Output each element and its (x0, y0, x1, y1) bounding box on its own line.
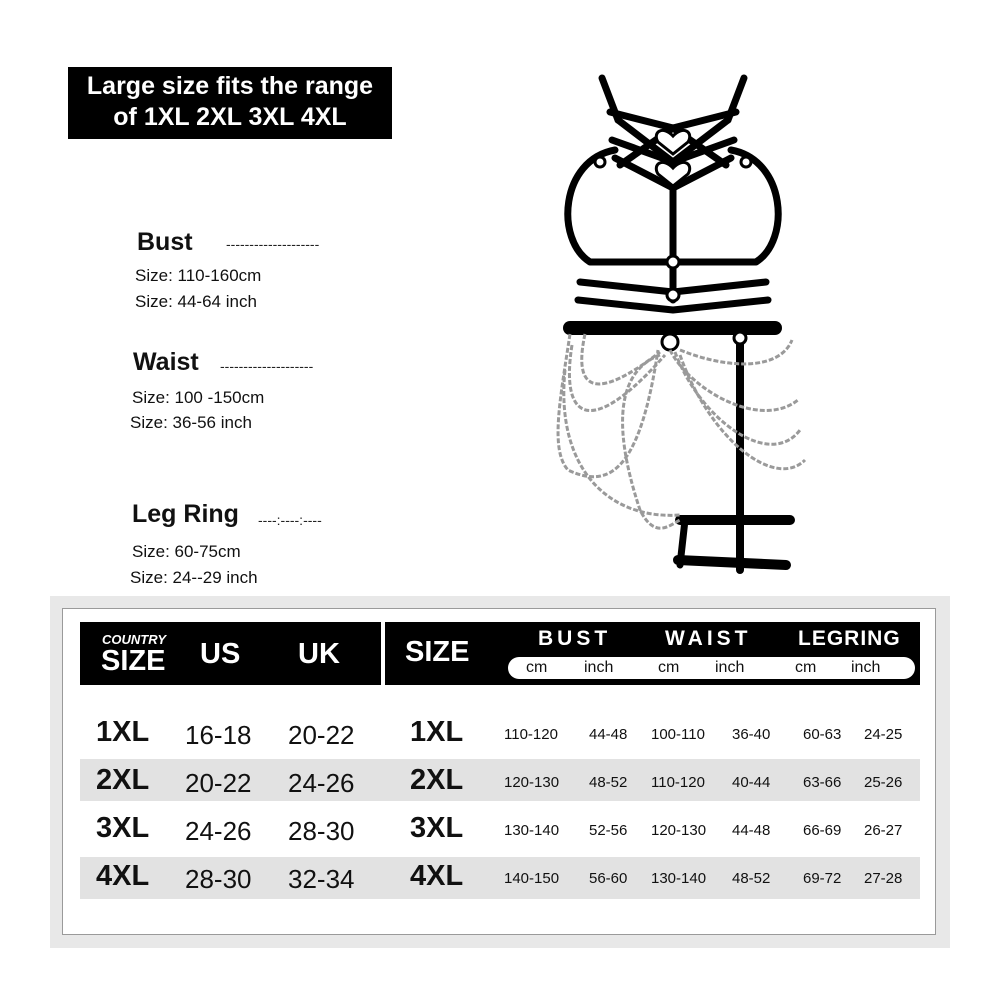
row4-waist-cm: 130-140 (651, 870, 707, 887)
row4-waist-inch: 48-52 (732, 870, 771, 887)
row3-bust-cm: 130-140 (504, 822, 560, 839)
row2-size2: 2XL (410, 764, 464, 796)
uk-header: UK (298, 638, 340, 670)
unit-waist-inch: inch (715, 659, 745, 676)
leg-ring-measurement (128, 498, 388, 590)
bust-dash-line: -------------------- (226, 236, 320, 252)
row3-waist-inch: 44-48 (732, 822, 771, 839)
row4-bust-inch: 56-60 (589, 870, 628, 887)
bust-measurement (130, 226, 390, 316)
headline-line-2: of 1XL 2XL 3XL 4XL (113, 103, 347, 131)
bust-size-inch: Size: 44-64 inch (135, 292, 257, 311)
row3-size: 3XL (96, 812, 150, 844)
row2-bust-cm: 120-130 (504, 774, 560, 791)
row2-waist-cm: 110-120 (651, 774, 705, 791)
row4-leg-inch: 27-28 (864, 870, 903, 887)
row1-bust-inch: 44-48 (589, 726, 628, 743)
us-header: US (200, 638, 241, 670)
row4-bust-cm: 140-150 (504, 870, 560, 887)
waist-dash-line: -------------------- (220, 358, 314, 374)
row1-size: 1XL (96, 716, 150, 748)
waist-size-cm: Size: 100 -150cm (132, 388, 265, 407)
row1-waist-cm: 100-110 (651, 726, 705, 743)
row2-leg-cm: 63-66 (803, 774, 842, 791)
row3-leg-cm: 66-69 (803, 822, 842, 839)
measurement-header (385, 622, 920, 685)
headline-banner (68, 67, 392, 139)
row2-leg-inch: 25-26 (864, 774, 903, 791)
waist-measurement (128, 346, 388, 436)
unit-waist-cm: cm (658, 659, 680, 676)
leg-ring-size-inch: Size: 24--29 inch (130, 568, 258, 587)
row3-uk: 28-30 (288, 816, 355, 846)
row2-size: 2XL (96, 764, 150, 796)
unit-pill (508, 657, 915, 679)
row2-waist-inch: 40-44 (732, 774, 771, 791)
unit-bust-cm: cm (526, 659, 548, 676)
row4-uk: 32-34 (288, 864, 355, 894)
harness-product-image (530, 70, 820, 580)
bust-size-cm: Size: 110-160cm (135, 266, 262, 285)
row3-bust-inch: 52-56 (589, 822, 628, 839)
country-label: COUNTRY (102, 632, 167, 647)
row1-us: 16-18 (185, 720, 252, 750)
row4-size: 4XL (96, 860, 150, 892)
leg-ring-title: Leg Ring (132, 500, 239, 528)
row2-uk: 24-26 (288, 768, 355, 798)
leg-ring-size-cm: Size: 60-75cm (132, 542, 241, 561)
row1-uk: 20-22 (288, 720, 355, 750)
size-header-right: SIZE (405, 636, 470, 668)
unit-leg-inch: inch (851, 659, 881, 676)
unit-bust-inch: inch (584, 659, 614, 676)
size-header-left: SIZE (101, 645, 166, 677)
bust-title: Bust (137, 228, 193, 256)
legring-group-header: LEGRING (798, 627, 901, 650)
row3-us: 24-26 (185, 816, 252, 846)
row4-size2: 4XL (410, 860, 464, 892)
row2-us: 20-22 (185, 768, 252, 798)
row4-leg-cm: 69-72 (803, 870, 842, 887)
headline-line-1: Large size fits the range (86, 72, 374, 100)
row3-waist-cm: 120-130 (651, 822, 707, 839)
row1-leg-cm: 60-63 (803, 726, 842, 743)
country-size-header (80, 622, 381, 685)
waist-size-inch: Size: 36-56 inch (130, 413, 252, 432)
waist-title: Waist (133, 348, 199, 376)
waist-group-header: WAIST (665, 627, 752, 650)
bust-group-header: BUST (538, 627, 612, 650)
row1-bust-cm: 110-120 (504, 726, 558, 743)
row1-size2: 1XL (410, 716, 464, 748)
row1-leg-inch: 24-25 (864, 726, 903, 743)
row3-leg-inch: 26-27 (864, 822, 903, 839)
row1-waist-inch: 36-40 (732, 726, 771, 743)
unit-leg-cm: cm (795, 659, 817, 676)
row4-us: 28-30 (185, 864, 252, 894)
leg-ring-dash-line: ----:----:---- (258, 512, 322, 528)
row2-bust-inch: 48-52 (589, 774, 628, 791)
row3-size2: 3XL (410, 812, 464, 844)
